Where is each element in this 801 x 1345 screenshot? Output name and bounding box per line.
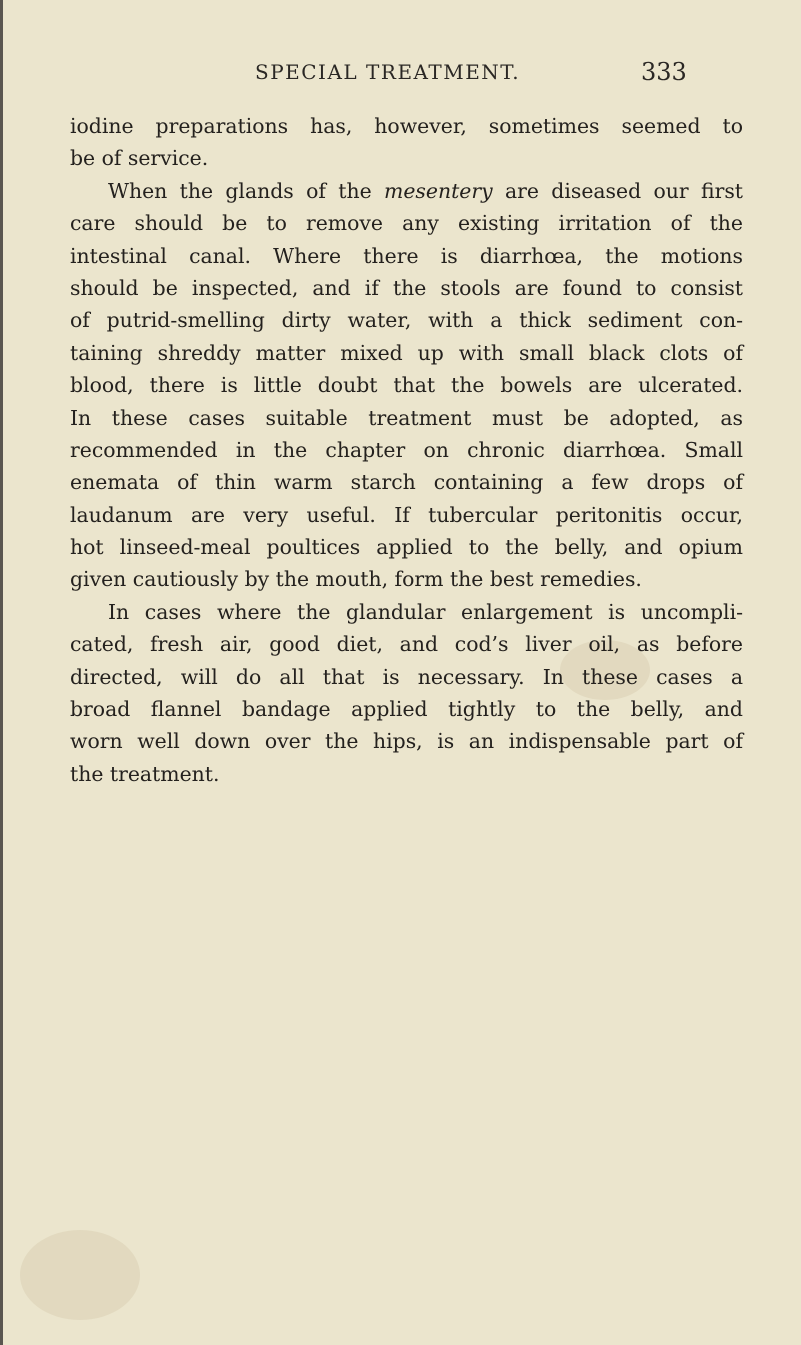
- text-line: directed, will do all that is necessary. In these cases a: [70, 664, 743, 689]
- text-line: the treatment.: [70, 761, 220, 786]
- italic-term: mesentery: [384, 178, 493, 203]
- text-line: laudanum are very useful. If tubercular peritonitis occur,: [70, 502, 743, 527]
- text-line: enemata of thin warm starch containing a few drops of: [70, 470, 743, 495]
- text-line: worn well down over the hips, is an indispensable part of: [70, 729, 743, 754]
- text-line: iodine preparations has, however, sometimes seemed to: [70, 114, 743, 138]
- text-line: In cases where the glandular enlargement is uncompli-: [108, 599, 743, 624]
- running-head: [0, 58, 801, 88]
- text-fragment: When the glands of the: [108, 178, 385, 203]
- text-line: intestinal canal. Where there is diarrhœa, the motions: [70, 243, 743, 268]
- text-line: be of service.: [70, 146, 209, 171]
- text-line: hot linseed-meal poultices applied to the belly, and opium: [70, 535, 743, 560]
- paragraph-1: [70, 110, 743, 175]
- paragraph-3: [70, 596, 743, 790]
- text-line: broad flannel bandage applied tightly to the belly, and: [70, 697, 743, 722]
- text-line: [70, 175, 743, 207]
- page-number: 333: [641, 58, 687, 86]
- text-line: given cautiously by the mouth, form the best remedies.: [70, 567, 642, 592]
- text-line: should be inspected, and if the stools are found to consist: [70, 275, 743, 300]
- running-title: SPECIAL TREATMENT.: [255, 60, 521, 84]
- text-line: care should be to remove any existing irritation of the: [70, 211, 743, 236]
- page-binding-edge: [0, 0, 3, 1345]
- text-fragment: are diseased our first: [492, 178, 743, 203]
- body-text: [70, 110, 743, 790]
- text-line: cated, fresh air, good diet, and cod’s liver oil, as before: [70, 632, 743, 657]
- paragraph-2: [70, 175, 743, 596]
- text-line: taining shreddy matter mixed up with small black clots of: [70, 340, 743, 365]
- text-line: In these cases suitable treatment must be adopted, as: [70, 405, 743, 430]
- text-line: recommended in the chapter on chronic diarrhœa. Small: [70, 437, 743, 462]
- text-line: of putrid-smelling dirty water, with a thick sediment con-: [70, 308, 743, 333]
- paper-stain: [20, 1230, 140, 1320]
- text-line: blood, there is little doubt that the bowels are ulcerated.: [70, 373, 743, 398]
